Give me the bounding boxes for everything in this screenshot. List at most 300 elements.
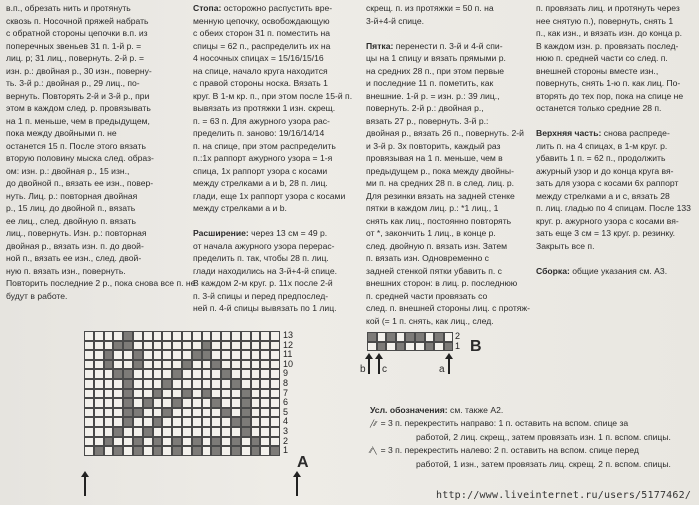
text-line: и 3-й р. 3х повторить, каждый раз — [366, 140, 501, 151]
chart-a-cell — [162, 350, 172, 360]
text-line: вывязать из протяжки 1 изн. скрещ. — [193, 103, 336, 113]
text-line: Закрыть все п. — [536, 240, 595, 251]
text-line: с обратной стороны цепочки в.п. из — [6, 28, 148, 38]
chart-a-cell — [221, 408, 231, 418]
text-line — [536, 115, 696, 128]
text-line: глади находились на 3-й+4-й спице. — [193, 265, 337, 276]
text-line: зать для узора с косами 6х раппорт — [536, 178, 679, 188]
text-line: пределить п. заново: 19/16/14/14 — [193, 128, 325, 138]
chart-a-cell — [211, 427, 221, 437]
chart-a-cell — [162, 360, 172, 370]
chart-a-cell — [123, 360, 133, 370]
chart-a-cell — [270, 379, 280, 389]
chart-a-cell — [94, 379, 104, 389]
chart-a-cell — [182, 369, 192, 379]
chart-a-cell — [231, 360, 241, 370]
text-line: ней п. 4-й спицы вывязать по 1 лиц. — [193, 303, 337, 313]
chart-a-cell — [143, 369, 153, 379]
chart-a-cell — [221, 341, 231, 351]
chart-a-cell — [241, 369, 251, 379]
chart-a-cell — [182, 360, 192, 370]
chart-a-cell — [182, 389, 192, 399]
chart-a-cell — [162, 389, 172, 399]
text-line: 3-й+4-й спице. — [366, 15, 425, 26]
chart-a-cell — [153, 437, 163, 447]
chart-a-cell — [192, 398, 202, 408]
chart-a-cell — [211, 331, 221, 341]
watermark-url: http://www.liveinternet.ru/users/5177462/ — [436, 490, 692, 501]
legend — [370, 404, 671, 471]
chart-a-cell — [251, 437, 261, 447]
chart-a-cell — [221, 331, 231, 341]
chart-a-cell — [94, 437, 104, 447]
text-line: спицы = 62 п., распределить их на — [193, 40, 331, 51]
chart-a-cell — [182, 331, 192, 341]
chart-a-cell — [260, 427, 270, 437]
chart-a-cell — [153, 389, 163, 399]
chart-a-cell — [153, 417, 163, 427]
text-column-4 — [536, 2, 696, 277]
chart-a-cell — [241, 446, 251, 456]
chart-a-cell — [211, 360, 221, 370]
chart-a-cell — [113, 369, 123, 379]
text-line: цы на 1 спицу и вязать прямыми р. — [366, 53, 506, 63]
chart-a-cell — [133, 369, 143, 379]
chart-a-cell — [202, 360, 212, 370]
chart-b-cell — [377, 332, 387, 342]
chart-a-cell — [192, 369, 202, 379]
text-line: след. п. внешней стороны лиц. с протяж- — [366, 303, 531, 313]
chart-a-cell — [94, 427, 104, 437]
chart-a-cell — [133, 427, 143, 437]
chart-a-cell — [104, 417, 114, 427]
chart-a-cell — [143, 379, 153, 389]
chart-a-label: A — [297, 454, 309, 471]
chart-a-cell — [133, 417, 143, 427]
text-line: ную п. вязать изн., повернуть. — [6, 265, 126, 276]
chart-a-cell — [231, 369, 241, 379]
chart-a-cell — [251, 369, 261, 379]
chart-a-cell — [113, 408, 123, 418]
chart-a-cell — [251, 350, 261, 360]
chart-a-cell — [260, 437, 270, 447]
chart-a-cell — [270, 408, 280, 418]
text-line: поперечных звеньев 31 п. 1-й р. = — [6, 40, 142, 51]
chart-a-cell — [162, 427, 172, 437]
text-line: ми п. на средних 28 п. в след. лиц. р. — [366, 178, 515, 188]
chart-a-cell — [113, 389, 123, 399]
chart-a-cell — [231, 417, 241, 427]
text-line: Расширение: через 13 см = 49 р. — [193, 228, 328, 238]
chart-a-cell — [104, 341, 114, 351]
text-line: между стрелками а и b. — [193, 203, 287, 213]
text-line: с правой стороны носка. Вязать 1 — [193, 78, 328, 88]
chart-a-row-number: 8 — [283, 378, 289, 388]
text-line: между стрелками а и b, 28 п. лиц. — [193, 178, 328, 188]
chart-a-cell — [251, 446, 261, 456]
chart-a-cell — [241, 341, 251, 351]
chart-a-cell — [94, 417, 104, 427]
chart-a-cell — [270, 369, 280, 379]
text-line: В каждом изн. р. провязать послед- — [536, 40, 679, 51]
text-line: между стрелками а и с, вязать 28 — [536, 190, 670, 201]
chart-b-cell — [444, 342, 454, 352]
chart-a-cell — [172, 360, 182, 370]
chart-a-cell — [94, 369, 104, 379]
text-line: глади, еще 1х раппорт узора с косами — [193, 190, 346, 201]
legend-item-2-line2: работой, 1 изн., затем провязать лиц. скрещ. 2 п. вспом. спицы. — [416, 459, 671, 469]
text-line: вернуть. Повторять 2-й и 3-й р., при — [6, 90, 150, 101]
chart-a-row-number: 13 — [283, 330, 294, 340]
chart-a-cell — [172, 408, 182, 418]
chart-a-cell — [231, 437, 241, 447]
chart-a-cell — [123, 398, 133, 408]
text-line: п.:1х раппорт ажурного узора = 1-я — [193, 153, 333, 163]
chart-a-cell — [123, 427, 133, 437]
chart-a-cell — [260, 341, 270, 351]
text-column-3 — [366, 2, 533, 327]
chart-a-cell — [211, 369, 221, 379]
text-line: вторую половину мыска след. образ- — [6, 153, 154, 163]
chart-a-cell — [162, 331, 172, 341]
chart-a-row-number: 10 — [283, 358, 294, 369]
chart-a-cell — [202, 437, 212, 447]
text-line: ной п., вязать ее изн., след. двой- — [6, 253, 142, 263]
chart-a-cell — [192, 446, 202, 456]
chart-a-cell — [221, 398, 231, 408]
chart-a-cell — [260, 331, 270, 341]
chart-a-cell — [231, 350, 241, 360]
chart-a-cell — [123, 341, 133, 351]
chart-a-cell — [241, 398, 251, 408]
chart-a-cell — [182, 408, 192, 418]
text-line: будут в работе. — [6, 290, 68, 301]
chart-a-cell — [221, 360, 231, 370]
text-line: от начала ажурного узора перерас- — [193, 240, 335, 251]
chart-a-cell — [133, 408, 143, 418]
chart-a-row-number: 4 — [283, 416, 289, 427]
chart-a-cell — [123, 379, 133, 389]
chart-a-cell — [123, 446, 133, 456]
text-line: предыдущем р., пока между двойны- — [366, 165, 514, 176]
chart-b-cell — [377, 342, 387, 352]
chart-a-cell — [270, 437, 280, 447]
chart-a-cell — [153, 331, 163, 341]
chart-b-cell — [415, 332, 425, 342]
text-line: п. = 63 п. Для ажурного узора рас- — [193, 115, 330, 126]
text-line: Сборка: общие указания см. А3. — [536, 265, 668, 276]
text-line: Для резинки вязать на задней стенке — [366, 190, 515, 201]
text-line: р., 15 лиц. до двойной п., вязать — [6, 203, 136, 213]
chart-b-cell — [386, 332, 396, 342]
chart-a-cell — [143, 427, 153, 437]
chart-b-cell — [405, 332, 415, 342]
chart-b-cell — [405, 342, 415, 352]
chart-a-cell — [104, 398, 114, 408]
chart-b-cell — [396, 332, 406, 342]
chart-a-cell — [104, 350, 114, 360]
chart-a-cell — [221, 446, 231, 456]
chart-a-cell — [113, 341, 123, 351]
chart-a-cell — [202, 369, 212, 379]
chart-a-cell — [192, 389, 202, 399]
chart-a-cell — [241, 360, 251, 370]
text-line: на 1 п. меньше, чем в предыдущем, — [6, 115, 150, 126]
chart-a-cell — [153, 341, 163, 351]
chart-a-cell — [211, 350, 221, 360]
chart-a-cell — [94, 408, 104, 418]
chart-a-cell — [84, 331, 94, 341]
chart-a-cell — [251, 408, 261, 418]
text-line: внешние. 1-й р. = изн. р.: 39 лиц., — [366, 90, 500, 101]
chart-a-cell — [153, 408, 163, 418]
chart-a-cell — [104, 369, 114, 379]
legend-item-2-line1: ⁄⁄╲ = 3 п. перекрестить налево: 2 п. оставить на вспом. спице перед — [370, 444, 671, 459]
text-line: скрещ. п. из протяжки = 50 п. на — [366, 3, 494, 13]
chart-b-grid — [367, 332, 453, 351]
chart-a-cell — [94, 331, 104, 341]
chart-a-row-number: 3 — [283, 426, 289, 436]
chart-a-cell — [153, 446, 163, 456]
chart-a-cell — [113, 417, 123, 427]
chart-b-cell — [434, 342, 444, 352]
chart-a-cell — [84, 437, 94, 447]
chart-a-cell — [172, 350, 182, 360]
text-line: на спице, начало круга находится — [193, 65, 328, 76]
chart-a-row-number: 2 — [283, 435, 289, 446]
text-line: кой (= 1 п. снять, как лиц., след. — [366, 315, 494, 326]
chart-a-cell — [172, 437, 182, 447]
text-line: В каждом 2-м круг. р. 11х после 2-й — [193, 278, 333, 288]
chart-a-cell — [84, 350, 94, 360]
chart-a-cell — [202, 341, 212, 351]
chart-b-cell — [396, 342, 406, 352]
text-line: и последние 11 п. пометить, как — [366, 78, 494, 88]
chart-a-cell — [113, 427, 123, 437]
cross-left-icon: ⁄⁄╲ — [370, 447, 377, 455]
chart-a-cell — [231, 427, 241, 437]
chart-a-cell — [221, 427, 231, 437]
chart-a-cell — [172, 389, 182, 399]
chart-a-cell — [143, 350, 153, 360]
text-line: лиц. р; 31 лиц., повернуть. 2-й р. = — [6, 53, 145, 63]
chart-a-cell — [143, 360, 153, 370]
text-line: внешней стороны вместе изн., — [536, 65, 659, 76]
chart-a-cell — [143, 389, 153, 399]
chart-a-cell — [84, 379, 94, 389]
chart-b-arrow-label: a — [439, 364, 445, 375]
chart-a-cell — [143, 408, 153, 418]
chart-b-arrow-b — [368, 358, 370, 374]
text-line: на средних 28 п., при этом первые — [366, 65, 505, 76]
chart-a-cell — [241, 331, 251, 341]
chart-a-cell — [123, 331, 133, 341]
chart-a-cell — [182, 398, 192, 408]
chart-a-cell — [113, 437, 123, 447]
text-line: ть. 3-й р.: двойная р., 29 лиц., по- — [6, 78, 140, 88]
chart-a-cell — [251, 341, 261, 351]
chart-a-cell — [172, 341, 182, 351]
chart-a-cell — [84, 369, 94, 379]
text-line: пятки в каждом лиц. р.: *1 лиц., 1 — [366, 203, 499, 213]
chart-a-cell — [153, 427, 163, 437]
chart-a-cell — [113, 350, 123, 360]
chart-a-cell — [84, 408, 94, 418]
text-line: двойная р., вязать 26 п., повернуть. 2-й — [366, 128, 524, 138]
text-line: провязывая на 1 п. меньше, чем в — [366, 153, 503, 163]
chart-a-cell — [231, 331, 241, 341]
text-line: 4 носочных спицах = 15/16/15/16 — [193, 53, 324, 63]
chart-a-cell — [113, 379, 123, 389]
text-line: Стопа: осторожно распустить вре- — [193, 3, 333, 13]
chart-a-cell — [251, 331, 261, 341]
chart-a-cell — [260, 360, 270, 370]
chart-a-cell — [251, 417, 261, 427]
chart-a-row-number: 11 — [283, 349, 293, 360]
chart-a-cell — [162, 379, 172, 389]
chart-a-cell — [123, 437, 133, 447]
legend-item-1-line2: работой, 2 лиц. скрещ., затем провязать изн. 1 п. вспом. спицы. — [416, 432, 671, 442]
chart-a-cell — [270, 341, 280, 351]
cross-right-icon: ╱⁄⁄ — [370, 420, 377, 428]
chart-a-cell — [143, 446, 153, 456]
chart-a-cell — [162, 437, 172, 447]
chart-a-cell — [260, 389, 270, 399]
chart-a-cell — [211, 389, 221, 399]
chart-b-cell — [425, 342, 435, 352]
chart-a-cell — [172, 446, 182, 456]
text-column-1 — [6, 2, 196, 302]
chart-a-cell — [202, 331, 212, 341]
text-line: этом в каждом след. р. провязывать — [6, 103, 151, 113]
chart-a-cell — [241, 408, 251, 418]
chart-a-cell — [192, 427, 202, 437]
text-line: Пятка: перенести п. 3-й и 4-й спи- — [366, 40, 503, 51]
chart-a-cell — [211, 417, 221, 427]
chart-a-cell — [123, 417, 133, 427]
chart-a-cell — [231, 398, 241, 408]
chart-a-cell — [143, 331, 153, 341]
text-line: пока между двойными п. не — [6, 128, 117, 138]
chart-a-cell — [211, 341, 221, 351]
chart-a-cell — [211, 379, 221, 389]
text-line: Верхняя часть: снова распреде- — [536, 128, 670, 138]
chart-a-cell — [202, 417, 212, 427]
chart-a-cell — [113, 331, 123, 341]
chart-a-cell — [221, 350, 231, 360]
chart-a-cell — [221, 379, 231, 389]
chart-a-cell — [251, 427, 261, 437]
chart-b-row-number: 1 — [455, 340, 461, 351]
text-line: зать еще 3 см = 13 круг. р. резинку. — [536, 228, 676, 238]
chart-a-cell — [270, 398, 280, 408]
chart-a-cell — [133, 379, 143, 389]
text-line: останется 15 п. После этого вязать — [6, 140, 146, 151]
text-line: двойная р., вязать изн. п. до двой- — [6, 240, 144, 251]
chart-a-cell — [143, 341, 153, 351]
text-line: вязать 27 р., повернуть. 3-й р.: — [366, 115, 489, 126]
legend-title: Усл. обозначения: см. также А2. — [370, 405, 504, 415]
chart-a-cell — [182, 341, 192, 351]
chart-a-cell — [260, 417, 270, 427]
chart-a-cell — [270, 446, 280, 456]
text-line: повернуть. 2-й р.: двойная р., — [366, 103, 484, 113]
chart-a-cell — [202, 446, 212, 456]
chart-a-cell — [270, 350, 280, 360]
chart-a-arrow-2 — [296, 476, 298, 496]
chart-a-cell — [162, 446, 172, 456]
chart-a-cell — [94, 360, 104, 370]
chart-a-cell — [172, 417, 182, 427]
text-line: нюю п. средней части со след. п. — [536, 53, 668, 63]
legend-item-1-line1: ╱⁄⁄ = 3 п. перекрестить направо: 1 п. оставить на вспом. спице за — [370, 417, 671, 432]
chart-a-row-number: 6 — [283, 397, 289, 408]
chart-b-cell — [367, 342, 377, 352]
chart-a-cell — [202, 408, 212, 418]
chart-a-cell — [84, 389, 94, 399]
text-line: след. двойную п. вязать изн. Затем — [366, 240, 508, 251]
chart-a-cell — [84, 360, 94, 370]
chart-a-cell — [202, 398, 212, 408]
chart-a-cell — [104, 379, 114, 389]
text-line: нуть. Лиц. р.: повторная двойная — [6, 190, 138, 201]
chart-a-cell — [143, 417, 153, 427]
chart-a-cell — [84, 341, 94, 351]
chart-a-cell — [202, 427, 212, 437]
chart-a-cell — [231, 389, 241, 399]
chart-a-cell — [260, 446, 270, 456]
chart-a-cell — [133, 331, 143, 341]
chart-a-cell — [104, 427, 114, 437]
text-line: п., как изн., и вязать изн. до конца р. — [536, 28, 683, 38]
chart-a-cell — [241, 389, 251, 399]
chart-b-cell — [415, 342, 425, 352]
chart-b-arrow-a — [448, 358, 450, 374]
chart-a-cell — [241, 437, 251, 447]
chart-a-cell — [123, 408, 133, 418]
chart-a-cell — [211, 446, 221, 456]
chart-b-arrow-label: c — [382, 364, 387, 375]
text-line: Повторить последние 2 р., пока снова все п. не — [6, 278, 196, 288]
chart-a-cell — [241, 427, 251, 437]
chart-a-cell — [270, 389, 280, 399]
chart-a-cell — [202, 350, 212, 360]
chart-a-cell — [123, 389, 133, 399]
chart-b-label: B — [470, 338, 482, 355]
chart-a-cell — [123, 350, 133, 360]
chart-a-cell — [84, 427, 94, 437]
chart-a-cell — [182, 350, 192, 360]
chart-a-cell — [153, 398, 163, 408]
chart-a-cell — [182, 437, 192, 447]
chart-a-cell — [202, 379, 212, 389]
chart-a-cell — [251, 360, 261, 370]
chart-a-cell — [231, 379, 241, 389]
chart-a-cell — [94, 350, 104, 360]
chart-a-cell — [231, 341, 241, 351]
text-line: сквозь п. Носочной пряжей набрать — [6, 15, 149, 26]
chart-a-cell — [133, 437, 143, 447]
chart-a-cell — [260, 408, 270, 418]
chart-a-cell — [231, 446, 241, 456]
chart-b-row-number: 2 — [455, 331, 461, 341]
text-line: спица, 1х раппорт узора с косами — [193, 165, 328, 176]
text-line: от *, закончить 1 лиц., в конце р. — [366, 228, 496, 238]
chart-a-cell — [270, 360, 280, 370]
chart-a-cell — [162, 398, 172, 408]
chart-a-cell — [162, 369, 172, 379]
chart-a-row-number: 1 — [283, 445, 289, 456]
